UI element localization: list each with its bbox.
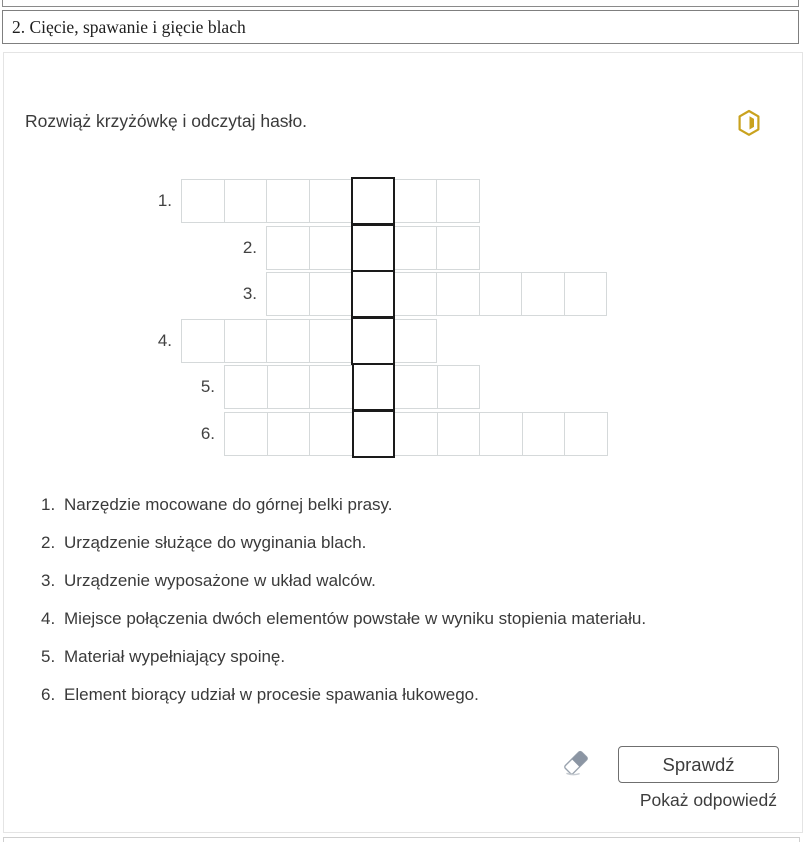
crossword-cell[interactable] [309, 412, 353, 456]
hexagon-badge-icon [737, 109, 761, 137]
crossword-cell[interactable] [436, 226, 480, 270]
crossword-cell[interactable] [394, 226, 438, 270]
crossword-cell[interactable] [267, 365, 311, 409]
crossword-cell[interactable] [181, 319, 225, 363]
crossword-cell-highlight[interactable] [352, 363, 396, 411]
crossword-cell[interactable] [224, 365, 268, 409]
clue-number: 3. [41, 571, 56, 590]
crossword-cell[interactable] [521, 272, 565, 316]
crossword-cell[interactable] [266, 179, 310, 223]
crossword-cell[interactable] [266, 226, 310, 270]
clue-text: Materiał wypełniający spoinę. [64, 647, 286, 666]
crossword-cell[interactable] [479, 412, 523, 456]
show-answer-link[interactable]: Pokaż odpowiedź [639, 790, 777, 810]
crossword-cell[interactable] [266, 272, 310, 316]
clue-number: 1. [41, 495, 56, 514]
crossword-cell[interactable] [181, 179, 225, 223]
crossword-row [200, 365, 480, 411]
crossword-row [157, 179, 480, 225]
crossword-cell[interactable] [394, 412, 438, 456]
crossword-cell[interactable] [309, 365, 353, 409]
crossword-cell[interactable] [224, 179, 268, 223]
crossword-cell[interactable] [266, 319, 310, 363]
crossword-row-number: 4. [157, 331, 172, 350]
check-button[interactable]: Sprawdź [618, 746, 779, 783]
crossword-cell[interactable] [394, 272, 438, 316]
crossword-cell[interactable] [224, 412, 268, 456]
clue-item [4, 608, 802, 646]
crossword-row [200, 412, 608, 458]
crossword-cell[interactable] [394, 179, 438, 223]
crossword-cell-highlight[interactable] [351, 224, 395, 272]
clue-text: Narzędzie mocowane do górnej belki prasy. [64, 495, 393, 514]
section-title: 2. Cięcie, spawanie i gięcie blach [12, 16, 246, 37]
exercise-panel [3, 52, 803, 833]
clue-number: 5. [41, 647, 56, 666]
crossword-cell[interactable] [564, 272, 608, 316]
crossword-cell[interactable] [267, 412, 311, 456]
crossword-cell[interactable] [564, 412, 608, 456]
crossword-cell[interactable] [309, 179, 353, 223]
crossword-cell-highlight[interactable] [351, 270, 395, 318]
clue-text: Miejsce połączenia dwóch elementów powstałe w wyniku stopienia materiału. [64, 609, 647, 628]
crossword-row [242, 272, 607, 318]
crossword-cell[interactable] [436, 272, 480, 316]
clue-item [4, 684, 802, 722]
crossword-cell-highlight[interactable] [351, 317, 395, 365]
crossword-row-number: 2. [242, 238, 257, 257]
exercise-instruction: Rozwiąż krzyżówkę i odczytaj hasło. [25, 111, 308, 131]
next-section-box [3, 837, 800, 842]
clue-item [4, 532, 802, 570]
crossword-cell[interactable] [309, 272, 353, 316]
crossword-cell[interactable] [522, 412, 566, 456]
crossword-row [242, 226, 480, 272]
crossword-row-number: 5. [200, 377, 215, 396]
crossword-cell-highlight[interactable] [351, 177, 395, 225]
clue-number: 2. [41, 533, 56, 552]
crossword-row-number: 6. [200, 424, 215, 443]
section-header[interactable] [2, 10, 799, 44]
clue-text: Element biorący udział w procesie spawania łukowego. [64, 685, 479, 704]
clue-item [4, 494, 802, 532]
crossword-cell[interactable] [394, 365, 438, 409]
eraser-icon[interactable] [561, 749, 591, 779]
clue-number: 6. [41, 685, 56, 704]
clue-list [4, 494, 802, 722]
crossword-cell[interactable] [394, 319, 438, 363]
crossword-cell[interactable] [436, 179, 480, 223]
crossword-cell[interactable] [479, 272, 523, 316]
previous-section-box [2, 0, 799, 7]
crossword-cell[interactable] [309, 319, 353, 363]
crossword-cell[interactable] [437, 412, 481, 456]
clue-item [4, 570, 802, 608]
crossword-cell-highlight[interactable] [352, 410, 396, 458]
clue-text: Urządzenie służące do wyginania blach. [64, 533, 367, 552]
crossword-cell[interactable] [309, 226, 353, 270]
clue-item [4, 646, 802, 684]
clue-text: Urządzenie wyposażone w układ walców. [64, 571, 376, 590]
crossword-cell[interactable] [224, 319, 268, 363]
clue-number: 4. [41, 609, 56, 628]
crossword-cell[interactable] [437, 365, 481, 409]
crossword-row [157, 319, 437, 365]
crossword-row-number: 3. [242, 284, 257, 303]
crossword-row-number: 1. [157, 191, 172, 210]
